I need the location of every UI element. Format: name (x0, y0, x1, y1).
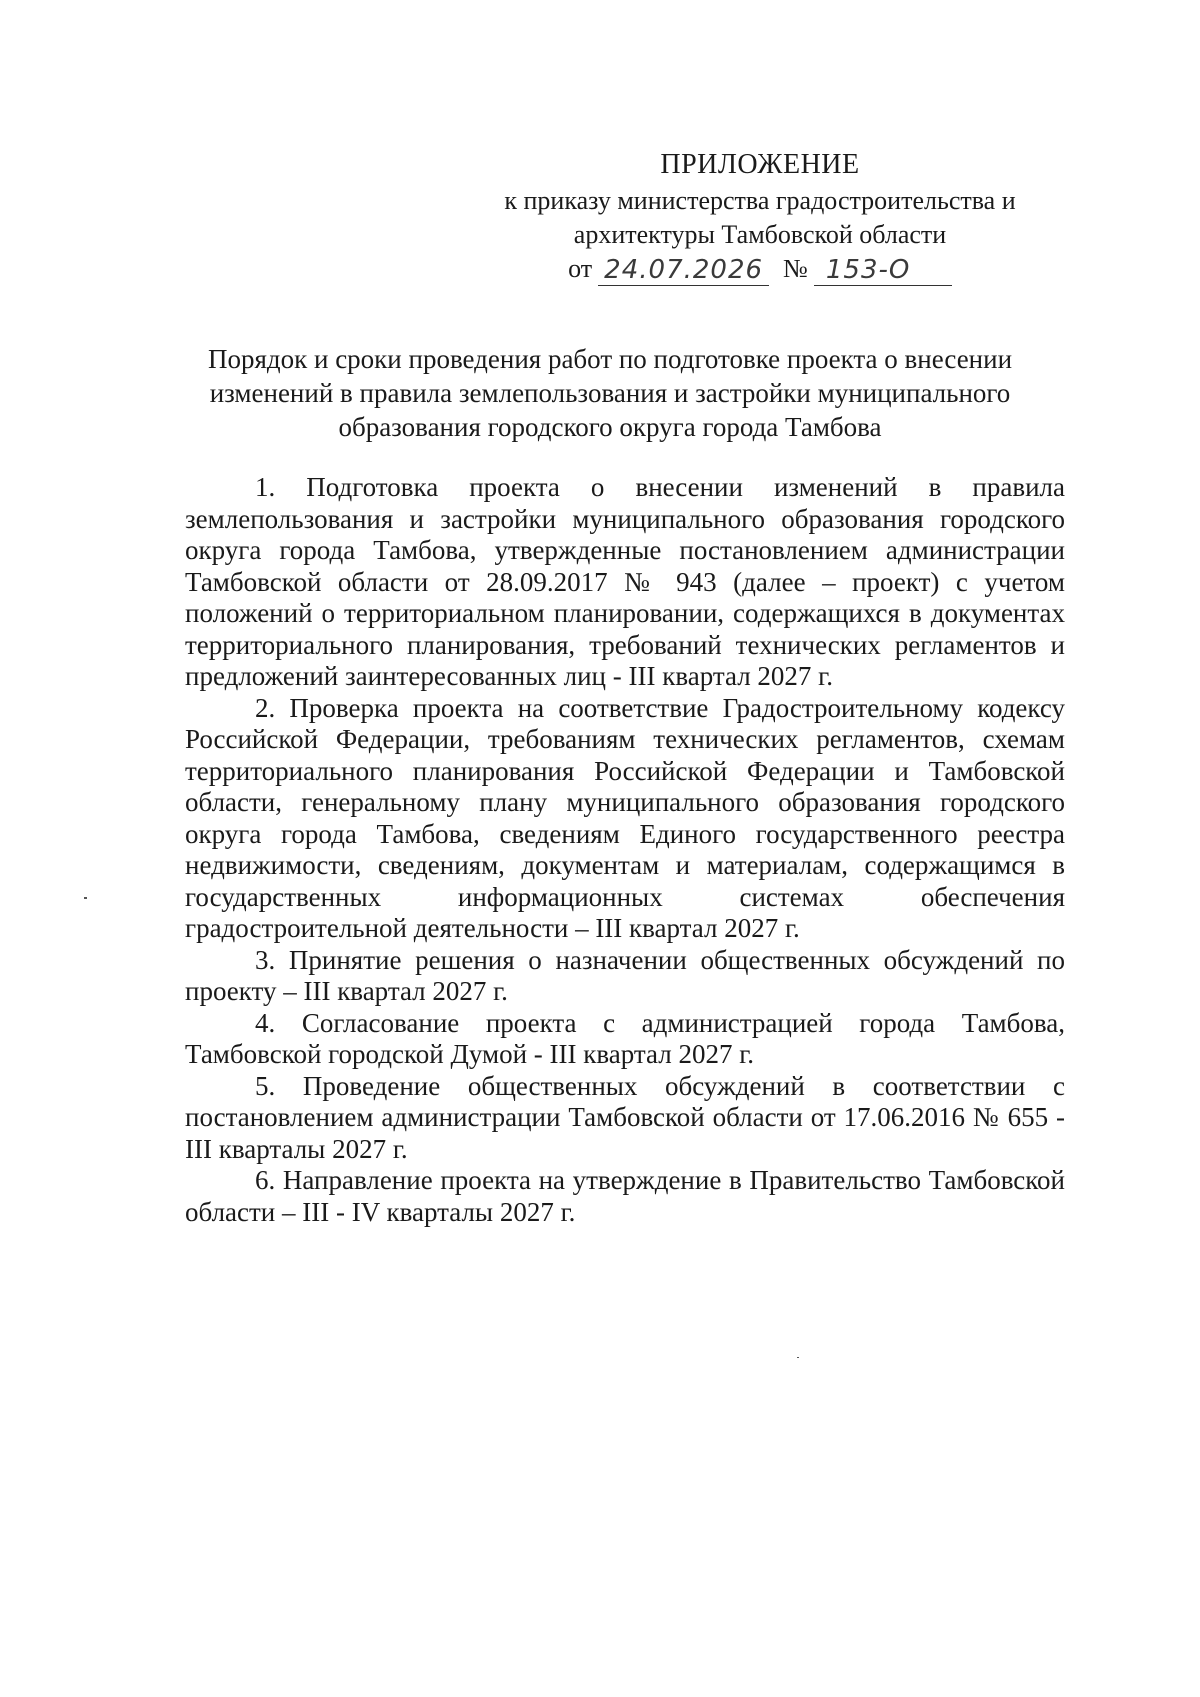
date-prefix: от (568, 254, 593, 283)
title-line-2: изменений в правила землепользования и застройки муниципального (209, 378, 1011, 408)
scan-speck (84, 897, 87, 899)
title-line-1: Порядок и сроки проведения работ по подготовке проекта о внесении (207, 344, 1013, 374)
appendix-line-2: архитектуры Тамбовской области (573, 220, 947, 249)
appendix-line-1: к приказу министерства градостроительства и (504, 186, 1016, 215)
appendix-header (440, 148, 1080, 286)
appendix-heading: ПРИЛОЖЕНИЕ (660, 149, 860, 180)
scan-speck (797, 1357, 799, 1358)
list-item: 4. Согласование проекта с администрацией города Тамбова, Тамбовской городской Думой - III квартал 2027 г. (185, 1007, 1065, 1069)
order-date-number-line (440, 252, 1080, 286)
number-prefix: № (783, 254, 808, 283)
title-line-3: образования городского округа города Тамбова (338, 412, 882, 442)
list-item: 1. Подготовка проекта о внесении изменений в правила землепользования и застройки муниципального образования городского округа города Тамбова, утвержденные постановлением администрации Тамбовской области от 28.09.2017 № 943 (далее – проект) с учетом положений о территориальном планировании, содержащихся в документах территориального планирования, требований технических регламентов и предложений заинтересованных лиц - III квартал 2027 г. (185, 472, 1065, 691)
list-item: 6. Направление проекта на утверждение в Правительство Тамбовской области – III - IV кварталы 2027 г. (185, 1165, 1065, 1227)
list-item: 3. Принятие решения о назначении общественных обсуждений по проекту – III квартал 2027 г. (185, 944, 1065, 1006)
document-body (185, 472, 1065, 1228)
list-item: 5. Проведение общественных обсуждений в соответствии с постановлением администрации Тамбовской области от 17.06.2016 № 655 - III кварталы 2027 г. (185, 1070, 1065, 1164)
document-title (180, 342, 1040, 444)
order-date-handwritten: 24.07.2026 (598, 255, 769, 286)
order-number-handwritten: 153-О (814, 255, 952, 286)
list-item: 2. Проверка проекта на соответствие Градостроительному кодексу Российской Федерации, требованиям технических регламентов, схемам территориального планирования Российской Федерации и Тамбовской области, генеральному плану муниципального образования городского округа города Тамбова, сведениям Единого государственного реестра недвижимости, сведениям, документам и материалам, содержащимся в государственных информационных системах обеспечения градостроительной деятельности – III квартал 2027 г. (185, 692, 1065, 943)
